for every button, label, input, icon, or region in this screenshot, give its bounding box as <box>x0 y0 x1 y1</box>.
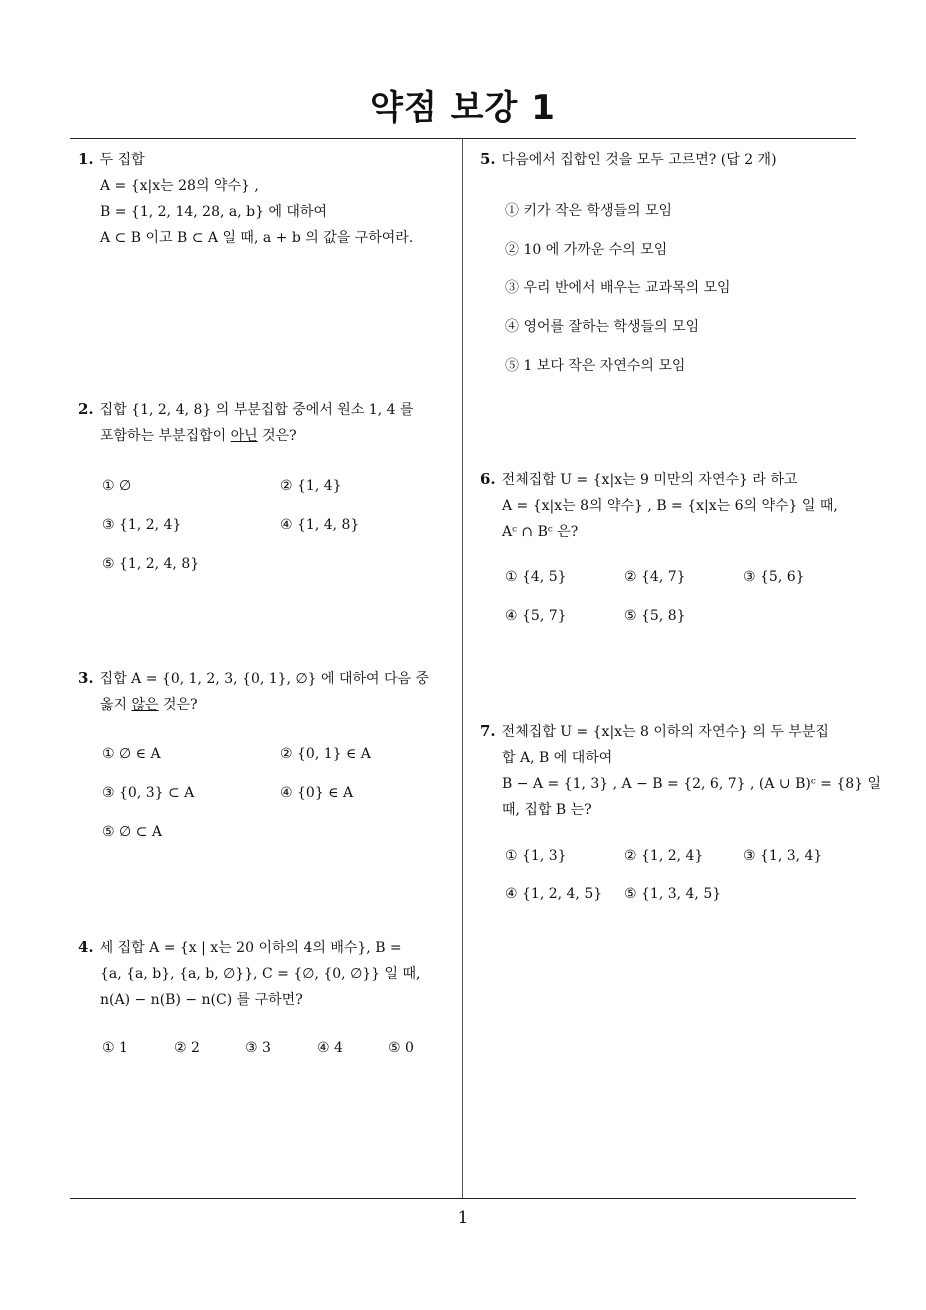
option[interactable]: ⑤ 0 <box>388 1040 414 1056</box>
question-text: 것은? <box>257 428 297 444</box>
question-7 <box>480 718 882 823</box>
option[interactable]: ④ {5, 7} <box>505 608 567 624</box>
option[interactable]: ⑤ {1, 3, 4, 5} <box>624 886 722 902</box>
question-text: 때, 집합 B 는? <box>502 802 592 818</box>
column-divider <box>462 139 463 1198</box>
question-number: 4. <box>78 938 94 956</box>
question-text: 집합 A = {0, 1, 2, 3, {0, 1}, ∅} 에 대하여 다음 중 <box>99 671 430 687</box>
top-rule <box>70 138 856 139</box>
question-text: {a, {a, b}, {a, b, ∅}}, C = {∅, {0, ∅}} 일 때, <box>100 966 421 982</box>
question-text: 포함하는 부분집합이 <box>100 428 231 444</box>
option[interactable]: ① ∅ <box>102 478 132 494</box>
option[interactable]: ① {1, 3} <box>505 848 567 864</box>
bottom-rule <box>70 1198 856 1199</box>
question-text: 두 집합 <box>99 152 145 168</box>
option[interactable]: ⑤ ∅ ⊂ A <box>102 824 162 840</box>
emphasis-text: 않은 <box>131 697 159 713</box>
option[interactable]: ② {1, 2, 4} <box>624 848 704 864</box>
question-6 <box>480 466 856 545</box>
option[interactable]: ① {4, 5} <box>505 569 567 585</box>
question-4 <box>78 934 456 1013</box>
question-number: 2. <box>78 400 94 418</box>
question-5 <box>480 146 856 173</box>
question-text: A = {x|x는 28의 약수} , <box>100 178 259 194</box>
question-number: 6. <box>480 470 496 488</box>
question-3 <box>78 665 456 718</box>
option[interactable]: ③ {1, 3, 4} <box>743 848 823 864</box>
option[interactable]: ③ {0, 3} ⊂ A <box>102 785 195 801</box>
question-text: 세 집합 A = {x | x는 20 이하의 4의 배수}, B = <box>99 940 402 956</box>
option[interactable]: ④ 4 <box>317 1040 343 1056</box>
page-number: 1 <box>457 1208 469 1228</box>
option[interactable]: ③ {5, 6} <box>743 569 805 585</box>
option[interactable]: ⑤ {1, 2, 4, 8} <box>102 556 200 572</box>
question-text: Aᶜ ∩ Bᶜ 은? <box>502 524 579 540</box>
question-text: 것은? <box>158 697 198 713</box>
question-text: 합 A, B 에 대하여 <box>502 750 613 766</box>
question-text: A = {x|x는 8의 약수} , B = {x|x는 6의 약수} 일 때, <box>502 498 838 514</box>
question-text: n(A) − n(B) − n(C) 를 구하면? <box>100 992 303 1008</box>
question-number: 5. <box>480 150 496 168</box>
emphasis-text: 아닌 <box>230 428 258 444</box>
question-text: 전체집합 U = {x|x는 8 이하의 자연수} 의 두 부분집 <box>501 724 829 740</box>
question-2 <box>78 396 456 449</box>
option[interactable]: ④ 영어를 잘하는 학생들의 모임 <box>505 319 700 335</box>
question-text: 전체집합 U = {x|x는 9 미만의 자연수} 라 하고 <box>501 472 798 488</box>
question-text: 집합 {1, 2, 4, 8} 의 부분집합 중에서 원소 1, 4 를 <box>99 402 414 418</box>
question-text: A ⊂ B 이고 B ⊂ A 일 때, a + b 의 값을 구하여라. <box>100 230 414 246</box>
question-text: 다음에서 집합인 것을 모두 고르면? (답 2 개) <box>501 152 777 168</box>
option[interactable]: ④ {0} ∈ A <box>280 785 354 801</box>
question-text: B − A = {1, 3} , A − B = {2, 6, 7} , (A ∪ B)ᶜ = {8} 일 <box>502 776 882 792</box>
option[interactable]: ① 키가 작은 학생들의 모임 <box>505 203 673 219</box>
question-number: 7. <box>480 722 496 740</box>
question-text: B = {1, 2, 14, 28, a, b} 에 대하여 <box>100 204 327 220</box>
option[interactable]: ⑤ {5, 8} <box>624 608 686 624</box>
option[interactable]: ④ {1, 2, 4, 5} <box>505 886 603 902</box>
option[interactable]: ③ 3 <box>245 1040 271 1056</box>
option[interactable]: ② {1, 4} <box>280 478 342 494</box>
option[interactable]: ③ 우리 반에서 배우는 교과목의 모임 <box>505 280 731 296</box>
option[interactable]: ② {0, 1} ∈ A <box>280 746 371 762</box>
option[interactable]: ① 1 <box>102 1040 128 1056</box>
question-text: 옳지 <box>100 697 132 713</box>
option[interactable]: ② {4, 7} <box>624 569 686 585</box>
page-title: 약점 보강 1 <box>370 88 556 128</box>
option[interactable]: ② 10 에 가까운 수의 모임 <box>505 242 668 258</box>
question-number: 1. <box>78 150 94 168</box>
question-1 <box>78 146 456 251</box>
option[interactable]: ② 2 <box>174 1040 200 1056</box>
option[interactable]: ⑤ 1 보다 작은 자연수의 모임 <box>505 358 686 374</box>
question-number: 3. <box>78 669 94 687</box>
option[interactable]: ① ∅ ∈ A <box>102 746 161 762</box>
option[interactable]: ④ {1, 4, 8} <box>280 517 360 533</box>
option[interactable]: ③ {1, 2, 4} <box>102 517 182 533</box>
